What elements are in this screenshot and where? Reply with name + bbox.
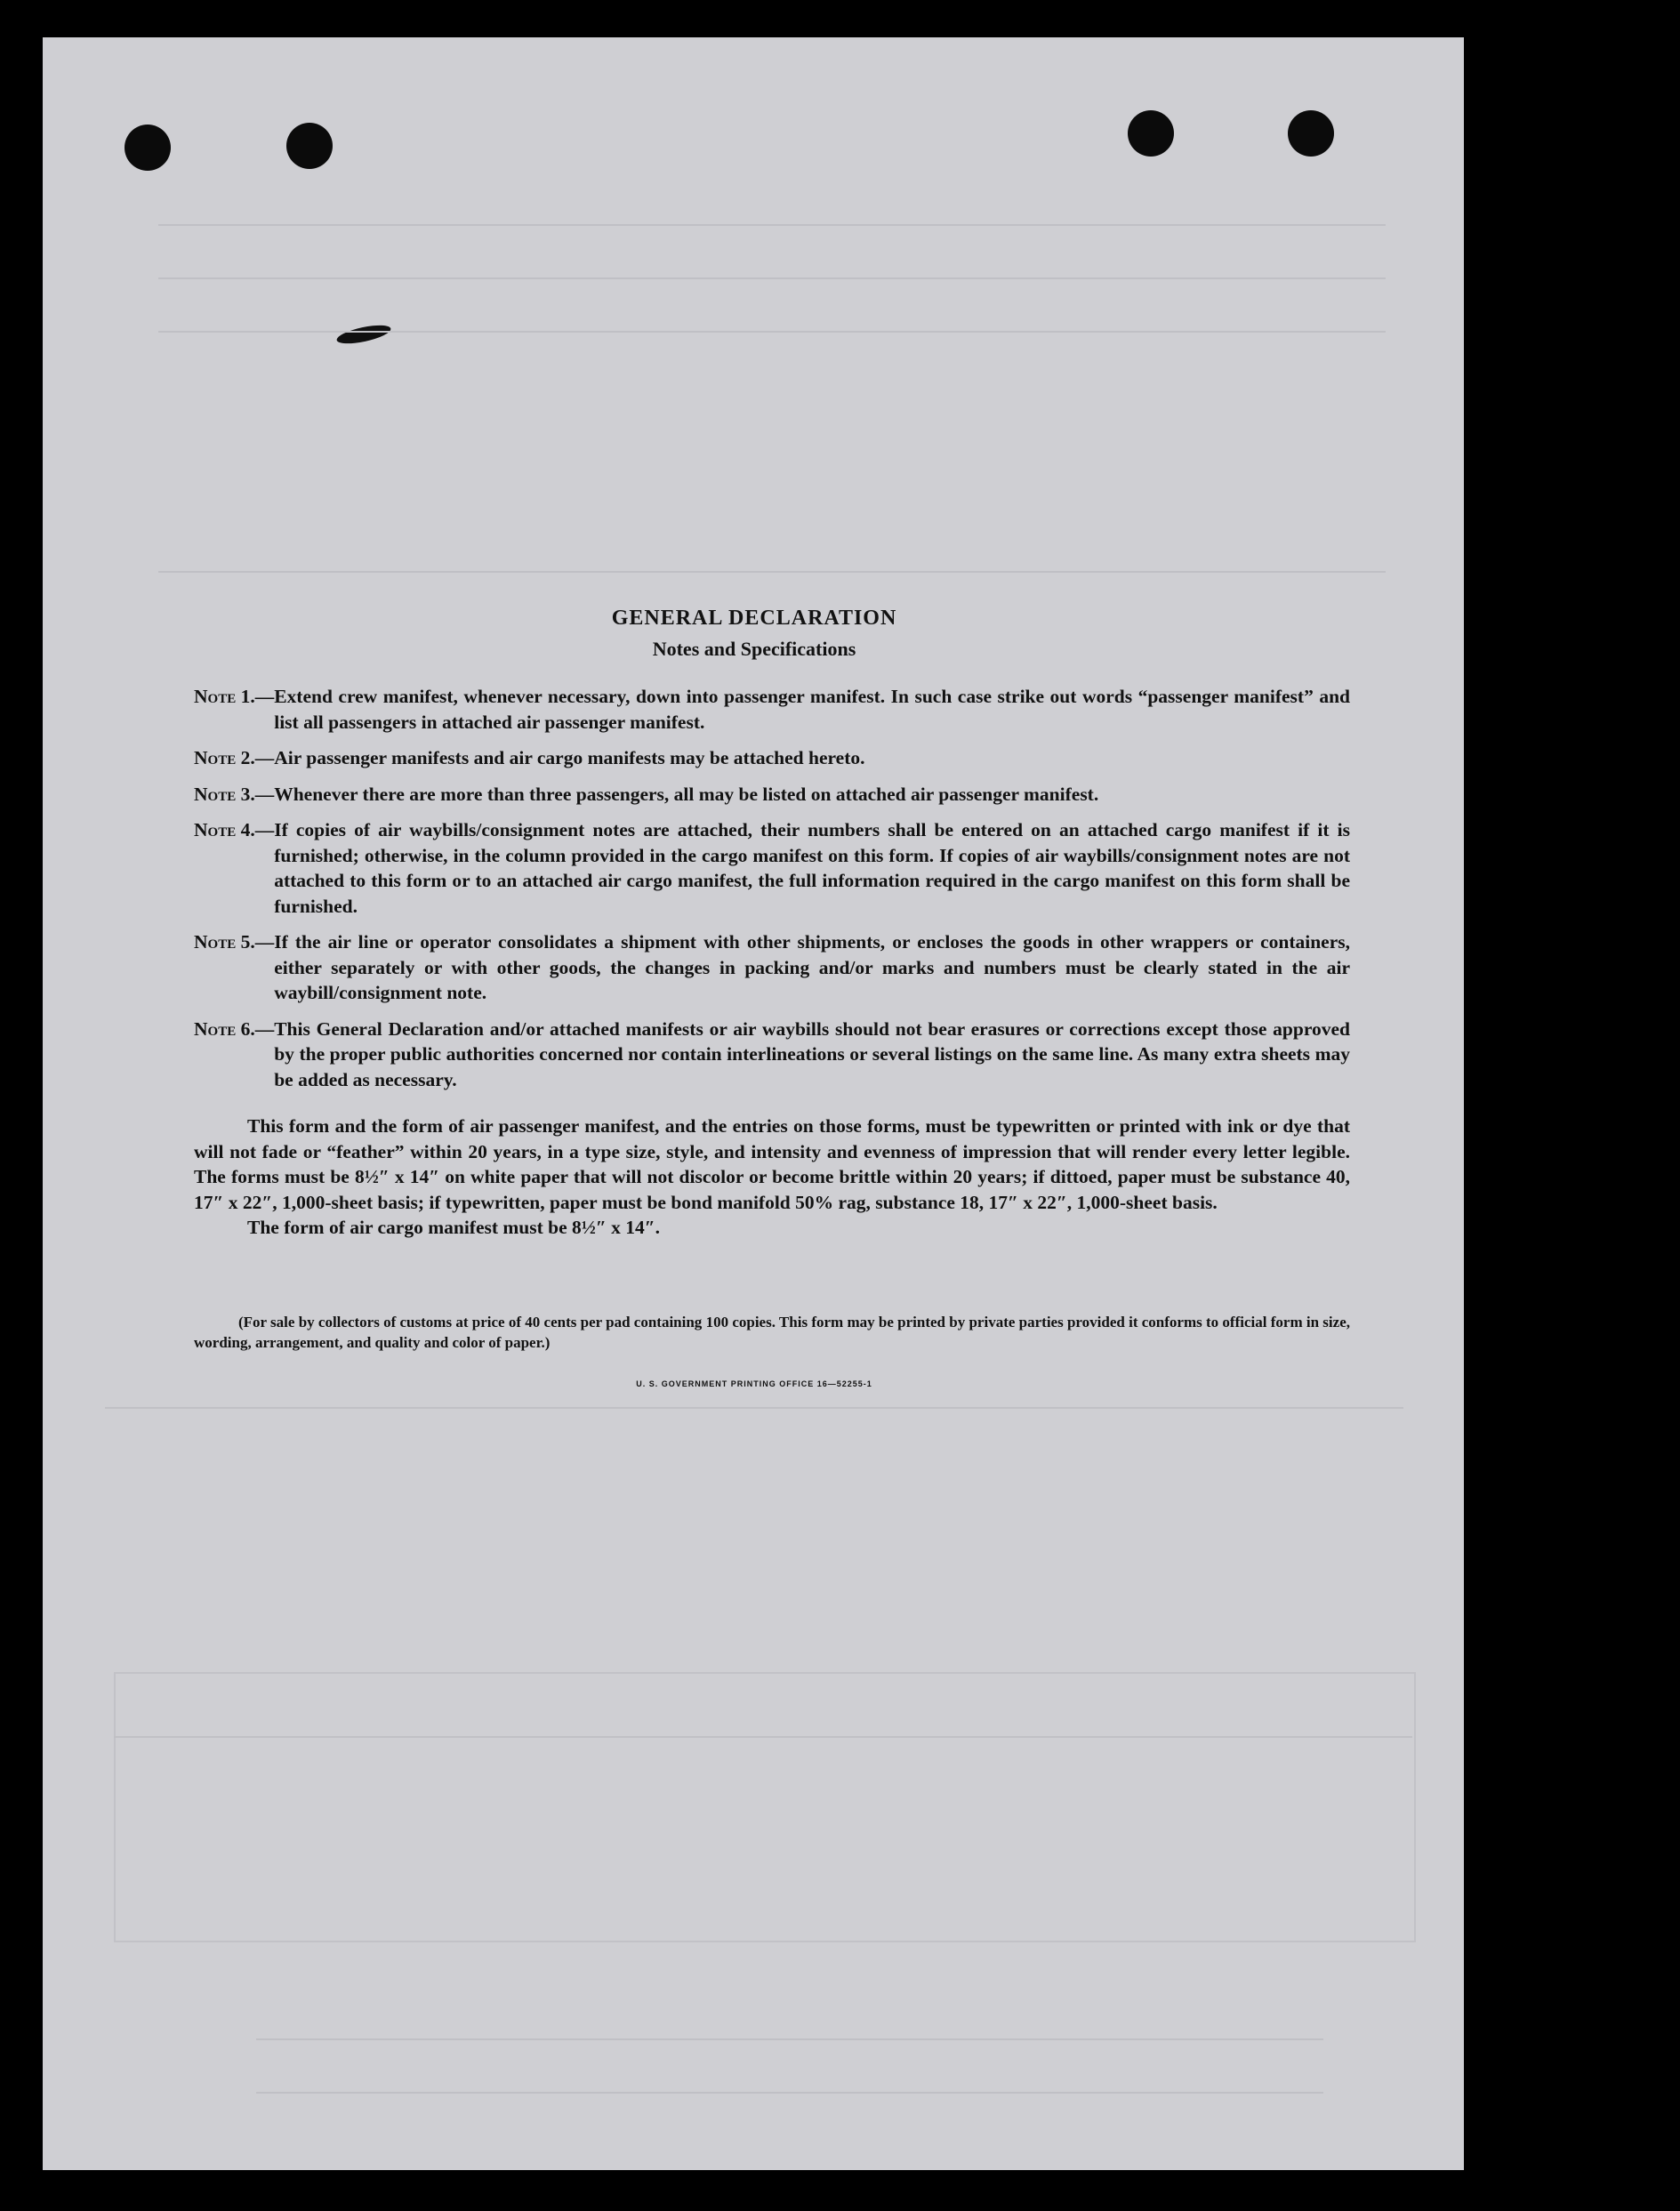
bleed-through-table: [114, 1672, 1416, 1942]
bleed-through-rule: [105, 1407, 1403, 1409]
note-label: Note 2.—: [194, 747, 275, 768]
note-label: Note 6.—: [194, 1017, 275, 1040]
sale-notice: (For sale by collectors of customs at price of 40 cents per pad containing 100 copies. This form may be printed by private parties provided it conforms to official form in size, wording, arrangement, and quality and color of paper.): [194, 1313, 1350, 1351]
bleed-through-rule: [158, 571, 1386, 573]
punch-hole-right-2: [1288, 110, 1334, 157]
punch-hole-left: [125, 125, 171, 171]
note-text: If the air line or operator consolidates a shipment with other shipments, or encloses the goods in other wrappers or containers, either separately or with other goods, the changes in packing and/or marks and numbers must be clearly stated in the air waybill/consignment note.: [274, 931, 1350, 1003]
note-6: [194, 1017, 1350, 1093]
note-5: [194, 929, 1350, 1006]
bleed-through-rule: [256, 2092, 1323, 2094]
note-label: Note 5.—: [194, 931, 275, 953]
note-4: [194, 817, 1350, 919]
bleed-through-rule: [158, 224, 1386, 226]
page-subtitle: Notes and Specifications: [652, 638, 856, 660]
note-text: This General Declaration and/or attached manifests or air waybills should not bear erasures or corrections except those approved by the proper public authorities concerned nor contain interlineations or several listings on the same line. As many extra sheets may be added as necessary.: [274, 1017, 1350, 1090]
note-text: Air passenger manifests and air cargo manifests may be attached hereto.: [274, 747, 865, 768]
note-3: [194, 782, 1350, 808]
note-text: If copies of air waybills/consignment notes are attached, their numbers shall be entered on an attached cargo manifest if it is furnished; otherwise, in the column provided in the cargo manifest on this form. If copies of air waybills/consignment notes are not attached to this form or to an attached air cargo manifest, the full information required in the cargo manifest on this form shall be furnished.: [274, 819, 1350, 917]
bleed-through-rule: [114, 1736, 1412, 1738]
bleed-through-rule: [158, 277, 1386, 279]
printer-imprint: U. S. GOVERNMENT PRINTING OFFICE 16—52255-1: [636, 1379, 872, 1388]
punch-hole-right-1: [1128, 110, 1174, 157]
notes-list: [194, 684, 1350, 1092]
bleed-through-rule: [256, 2038, 1323, 2040]
note-2: [194, 745, 1350, 771]
note-label: Note 1.—: [194, 686, 275, 707]
bleed-through-rule: [158, 331, 1386, 333]
page-title: GENERAL DECLARATION: [611, 607, 897, 630]
cargo-manifest-size-line: The form of air cargo manifest must be 8½″ x 14″.: [247, 1217, 661, 1238]
note-1: [194, 684, 1350, 735]
form-specification-paragraph: This form and the form of air passenger manifest, and the entries on those forms, must be typewritten or printed with ink or dye that will not fade or “feather” within 20 years, in a type size, style, and intensity and evenness of impression that will render every letter legible. The forms must be 8½″ x 14″ on white paper that will not discolor or become brittle within 20 years; if dittoed, paper must be substance 40, 17″ x 22″, 1,000-sheet basis; if typewritten, paper must be bond manifold 50% rag, substance 18, 17″ x 22″, 1,000-sheet basis.: [194, 1115, 1350, 1213]
note-text: Extend crew manifest, whenever necessary, down into passenger manifest. In such case strike out words “passenger manifest” and list all passengers in attached air passenger manifest.: [274, 686, 1350, 733]
note-label: Note 4.—: [194, 819, 275, 840]
note-label: Note 3.—: [194, 783, 275, 805]
document-page: [43, 37, 1464, 2170]
ink-blot: [335, 322, 392, 348]
note-text: Whenever there are more than three passengers, all may be listed on attached air passenger manifest.: [274, 783, 1099, 805]
punch-hole-center: [286, 123, 333, 169]
notes-and-specifications: [194, 607, 1350, 1388]
